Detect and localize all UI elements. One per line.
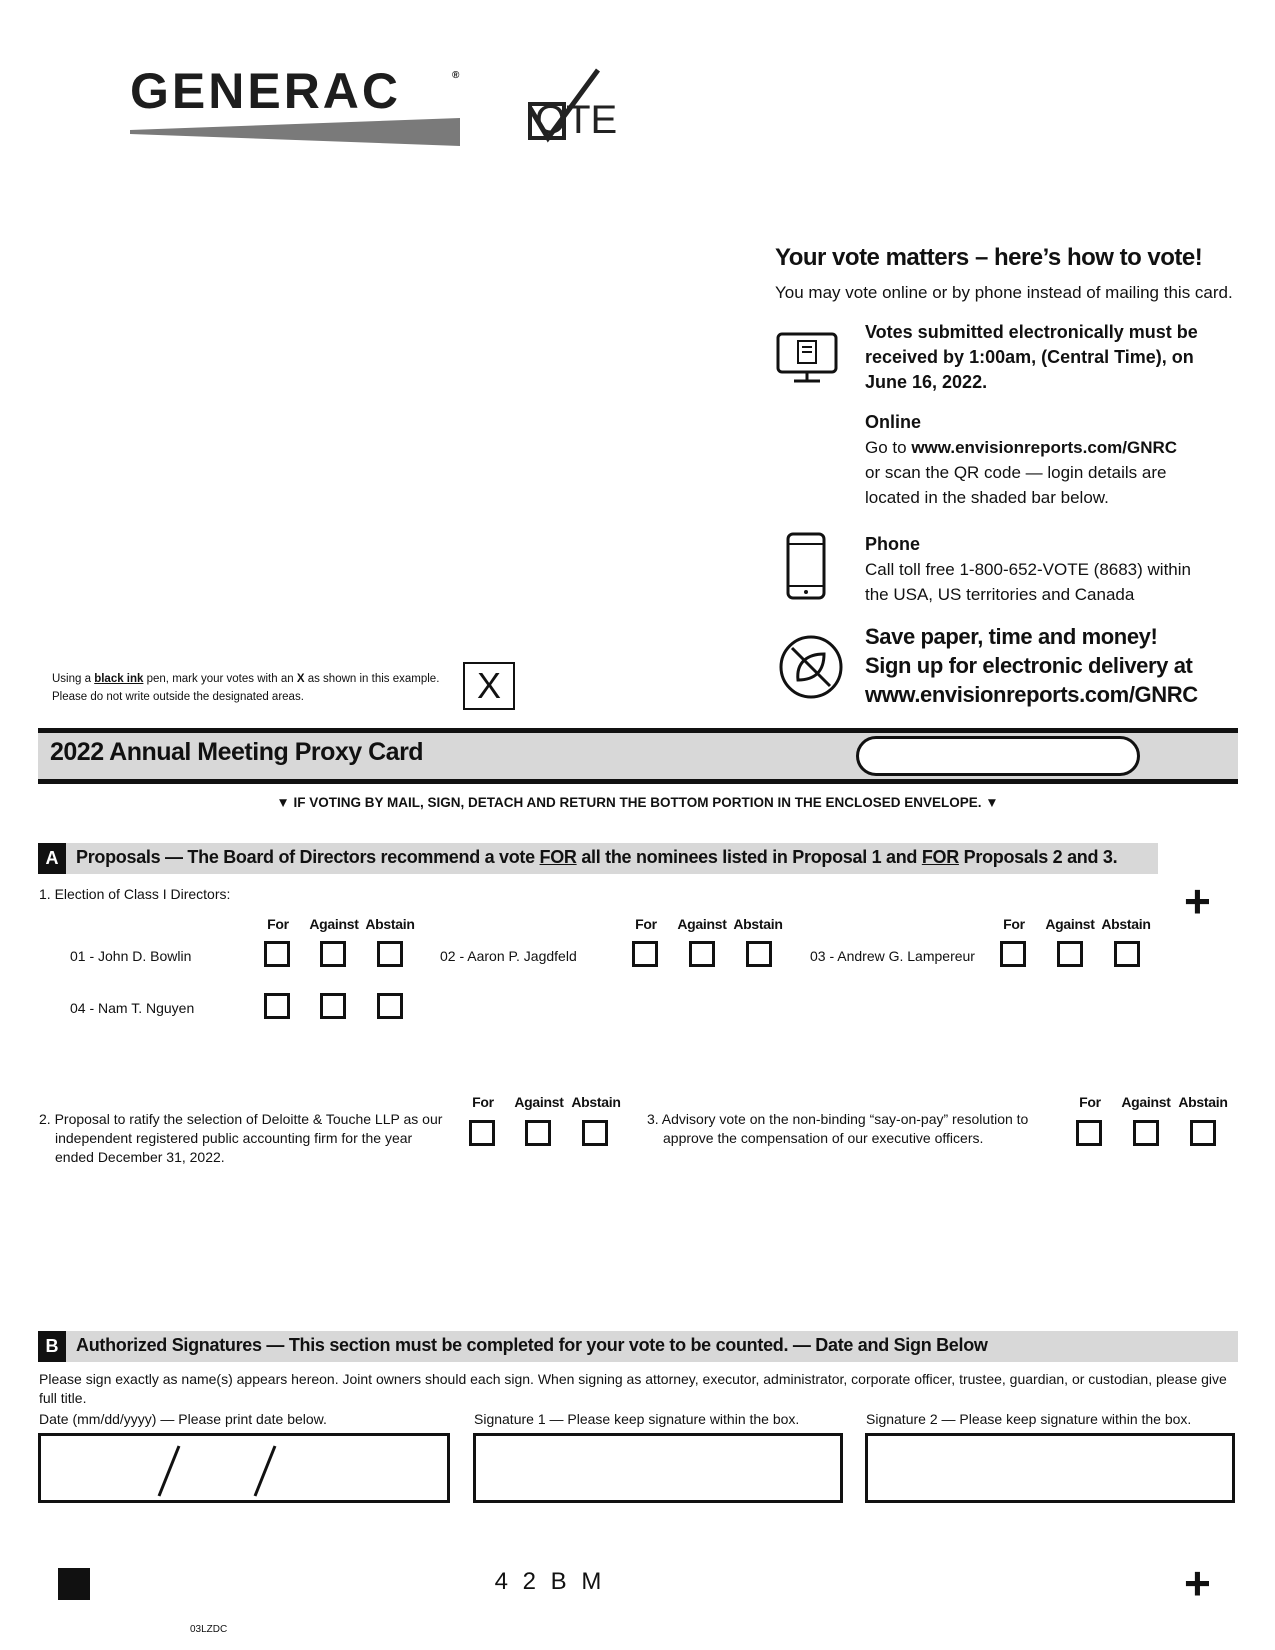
mail-instructions: ▼ IF VOTING BY MAIL, SIGN, DETACH AND RETURN THE BOTTOM PORTION IN THE ENCLOSED ENVELOPE. ▼ <box>276 795 999 810</box>
electronic-delivery-text: Save paper, time and money! Sign up for electronic delivery at www.envisionreports.com/GNRC <box>865 624 1198 707</box>
section-b-header <box>38 1331 1238 1362</box>
election-label: 1. Election of Class I Directors: <box>39 886 231 902</box>
section-b-title: Authorized Signatures — This section must be completed for your vote to be counted. — Date and Sign Below <box>76 1335 988 1355</box>
nominee-01-against-checkbox[interactable] <box>320 941 346 967</box>
proposal-3-abstain-checkbox[interactable] <box>1190 1120 1216 1146</box>
date-input-box[interactable] <box>38 1433 450 1503</box>
leaf-eco-icon <box>778 634 844 700</box>
nominee-01-abstain-checkbox[interactable] <box>377 941 403 967</box>
signature-instructions: Please sign exactly as name(s) appears hereon. Joint owners should each sign. When signing as attorney, executor, administrator, corporate officer, trustee, guardian, or custodian, please give full title. <box>39 1371 1227 1406</box>
nominee-03-abstain-checkbox[interactable] <box>1114 941 1140 967</box>
col-for: For <box>267 916 289 932</box>
proposal-2-for-checkbox[interactable] <box>469 1120 495 1146</box>
proposal-3-for-checkbox[interactable] <box>1076 1120 1102 1146</box>
vote-heading: Your vote matters – here’s how to vote! <box>775 244 1203 271</box>
generac-logo: GENERAC <box>130 63 402 119</box>
section-a-letter: A <box>38 843 66 874</box>
col-for: For <box>1003 916 1025 932</box>
proposal-2-abstain-checkbox[interactable] <box>582 1120 608 1146</box>
marking-instructions: Using a black ink pen, mark your votes with an X as shown in this example. Please do not write outside the designated areas. <box>52 673 440 703</box>
nominee-03-against-checkbox[interactable] <box>1057 941 1083 967</box>
nominee-01: 01 - John D. Bowlin <box>70 948 192 964</box>
delivery-url[interactable]: www.envisionreports.com/GNRC <box>865 682 1198 707</box>
col-against: Against <box>677 916 727 932</box>
nominee-02: 02 - Aaron P. Jagdfeld <box>440 948 577 964</box>
online-url[interactable]: www.envisionreports.com/GNRC <box>911 438 1178 457</box>
col-against: Against <box>1045 916 1095 932</box>
nominee-03: 03 - Andrew G. Lampereur <box>810 948 975 964</box>
phone-icon <box>786 532 826 600</box>
form-code: 4 2 B M <box>494 1568 606 1595</box>
example-marked-box: X <box>463 662 515 710</box>
logo-underline-swoosh <box>130 118 460 146</box>
proposal-2-against-checkbox[interactable] <box>525 1120 551 1146</box>
vote-subheading: You may vote online or by phone instead of mailing this card. <box>775 283 1233 302</box>
card-title: 2022 Annual Meeting Proxy Card <box>50 738 424 766</box>
proposal-3-text: 3. Advisory vote on the non-binding “say-on-pay” resolution to approve the compensation of our executive officers. <box>647 1111 1029 1146</box>
signature-1-label: Signature 1 — Please keep signature within the box. <box>474 1411 800 1427</box>
col-abstain: Abstain <box>1178 1094 1228 1110</box>
registered-mark: ® <box>452 70 460 81</box>
col-against: Against <box>1121 1094 1171 1110</box>
proposal-2-text: 2. Proposal to ratify the selection of Deloitte & Touche LLP as our independent registered public accounting firm for the year ended December 31, 2022. <box>39 1111 443 1165</box>
nominee-04: 04 - Nam T. Nguyen <box>70 1000 195 1016</box>
date-label: Date (mm/dd/yyyy) — Please print date below. <box>39 1411 327 1427</box>
nominee-04-abstain-checkbox[interactable] <box>377 993 403 1019</box>
col-for: For <box>472 1094 494 1110</box>
computer-monitor-icon <box>776 332 840 384</box>
vote-badge-text: OTE <box>535 98 618 142</box>
section-b-letter: B <box>38 1331 66 1362</box>
date-separators <box>41 1436 447 1500</box>
col-against: Against <box>309 916 359 932</box>
proposal-3-against-checkbox[interactable] <box>1133 1120 1159 1146</box>
nominee-04-for-checkbox[interactable] <box>264 993 290 1019</box>
nominee-02-abstain-checkbox[interactable] <box>746 941 772 967</box>
phone-block: Phone Call toll free 1-800-652-VOTE (8683) within the USA, US territories and Canada <box>865 534 1191 604</box>
col-abstain: Abstain <box>365 916 415 932</box>
signature-2-label: Signature 2 — Please keep signature within the box. <box>866 1411 1192 1427</box>
col-for: For <box>1079 1094 1101 1110</box>
nominee-04-against-checkbox[interactable] <box>320 993 346 1019</box>
registration-plus-top: + <box>1184 875 1211 927</box>
col-abstain: Abstain <box>1101 916 1151 932</box>
deadline-text: Votes submitted electronically must be received by 1:00am, (Central Time), on June 16, 2022. <box>865 322 1198 392</box>
col-abstain: Abstain <box>733 916 783 932</box>
nominee-02-for-checkbox[interactable] <box>632 941 658 967</box>
col-against: Against <box>514 1094 564 1110</box>
online-title: Online <box>865 412 922 432</box>
online-block: Online Go to www.envisionreports.com/GNRC or scan the QR code — login details are located in the shaded bar below. <box>865 412 1178 507</box>
col-for: For <box>635 916 657 932</box>
nominee-02-against-checkbox[interactable] <box>689 941 715 967</box>
small-code: 03LZDC <box>190 1624 228 1635</box>
registration-plus-bottom: + <box>1184 1557 1211 1609</box>
section-a-header <box>38 843 1158 874</box>
login-details-pill <box>856 736 1140 776</box>
nominee-01-for-checkbox[interactable] <box>264 941 290 967</box>
section-a-title: Proposals — The Board of Directors recommend a vote FOR all the nominees listed in Proposal 1 and FOR Proposals 2 and 3. <box>76 847 1118 867</box>
col-abstain: Abstain <box>571 1094 621 1110</box>
signature-2-box[interactable] <box>865 1433 1235 1503</box>
nominee-03-for-checkbox[interactable] <box>1000 941 1026 967</box>
signature-1-box[interactable] <box>473 1433 843 1503</box>
